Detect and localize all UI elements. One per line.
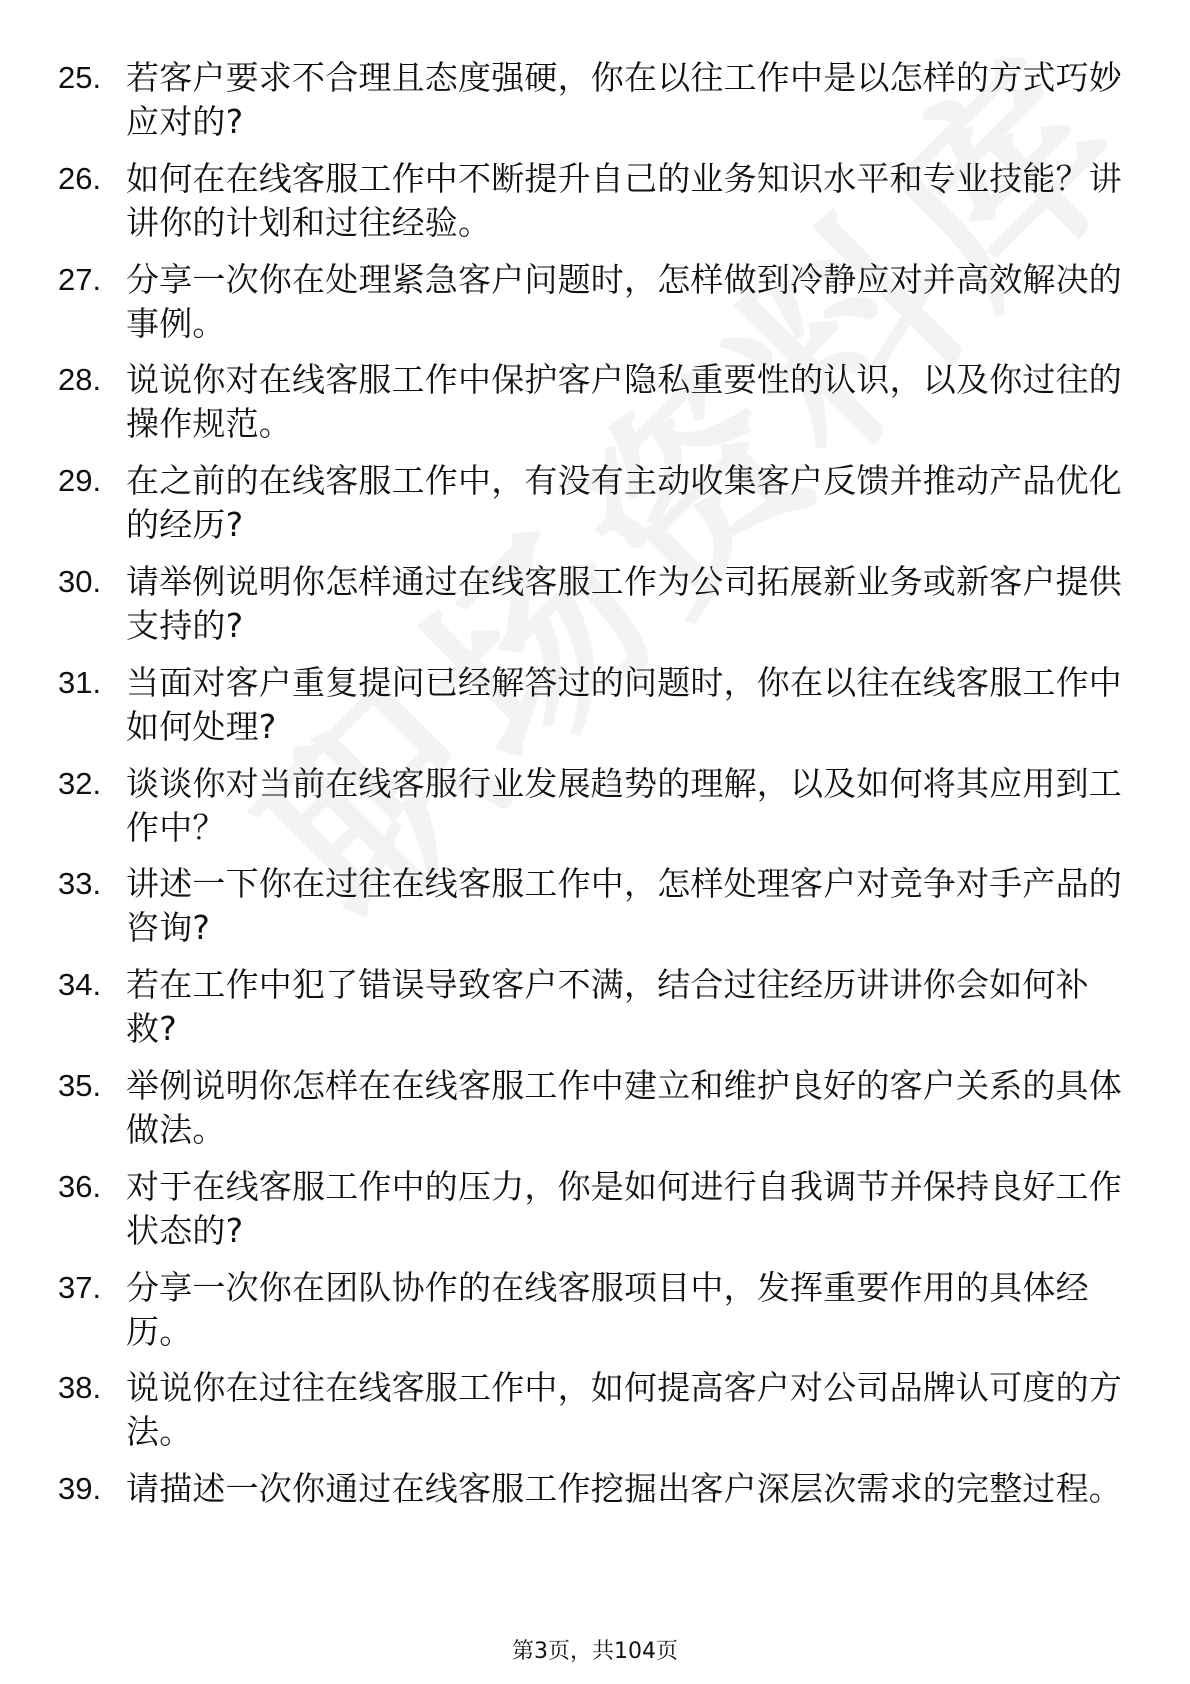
question-number: 26. <box>58 160 102 196</box>
question-text: 如何在在线客服工作中不断提升自己的业务知识水平和专业技能？讲讲你的计划和过往经验。 <box>126 158 1122 242</box>
question-text: 说说你对在线客服工作中保护客户隐私重要性的认识，以及你过往的操作规范。 <box>126 360 1122 444</box>
question-number: 36. <box>58 1168 102 1204</box>
question-text: 分享一次你在团队协作的在线客服项目中，发挥重要作用的具体经历。 <box>126 1267 1089 1351</box>
question-number: 28. <box>58 362 102 398</box>
question-list <box>58 52 1138 1564</box>
question-text: 谈谈你对当前在线客服行业发展趋势的理解，以及如何将其应用到工作中？ <box>126 763 1122 847</box>
page-footer: 第3页，共104页 <box>512 1639 678 1664</box>
question-text: 在之前的在线客服工作中，有没有主动收集客户反馈并推动产品优化的经历? <box>126 461 1122 545</box>
question-item <box>58 1262 1138 1363</box>
question-number: 33. <box>58 866 102 902</box>
question-text: 请描述一次你通过在线客服工作挖掘出客户深层次需求的完整过程。 <box>126 1469 1122 1509</box>
question-item <box>58 254 1138 355</box>
question-number: 38. <box>58 1370 102 1406</box>
question-number: 29. <box>58 463 102 499</box>
question-number: 31. <box>58 664 102 700</box>
question-item <box>58 455 1138 556</box>
question-text: 若在工作中犯了错误导致客户不满，结合过往经历讲讲你会如何补救? <box>126 965 1089 1049</box>
question-number: 34. <box>58 967 102 1003</box>
question-item <box>58 153 1138 254</box>
question-number: 35. <box>58 1067 102 1103</box>
question-item <box>58 1161 1138 1262</box>
question-text: 举例说明你怎样在在线客服工作中建立和维护良好的客户关系的具体做法。 <box>126 1065 1122 1149</box>
question-item <box>58 354 1138 455</box>
question-number: 27. <box>58 261 102 297</box>
question-item <box>58 959 1138 1060</box>
question-number: 39. <box>58 1471 102 1507</box>
question-item <box>58 1362 1138 1463</box>
question-item <box>58 657 1138 758</box>
question-number: 37. <box>58 1269 102 1305</box>
question-item <box>58 1463 1138 1564</box>
question-text: 对于在线客服工作中的压力，你是如何进行自我调节并保持良好工作状态的? <box>126 1166 1122 1250</box>
question-text: 请举例说明你怎样通过在线客服工作为公司拓展新业务或新客户提供支持的? <box>126 561 1122 645</box>
question-text: 若客户要求不合理且态度强硬，你在以往工作中是以怎样的方式巧妙应对的? <box>126 58 1122 141</box>
question-number: 25. <box>58 60 102 95</box>
question-item <box>58 1060 1138 1161</box>
question-item <box>58 52 1138 153</box>
question-text: 说说你在过往在线客服工作中，如何提高客户对公司品牌认可度的方法。 <box>126 1368 1122 1452</box>
question-number: 32. <box>58 765 102 801</box>
question-item <box>58 858 1138 959</box>
question-text: 讲述一下你在过往在线客服工作中，怎样处理客户对竞争对手产品的咨询? <box>126 864 1122 948</box>
question-item <box>58 556 1138 657</box>
question-item <box>58 758 1138 859</box>
question-number: 30. <box>58 563 102 599</box>
question-text: 当面对客户重复提问已经解答过的问题时，你在以往在线客服工作中如何处理? <box>126 662 1122 746</box>
question-text: 分享一次你在处理紧急客户问题时，怎样做到冷静应对并高效解决的事例。 <box>126 259 1122 343</box>
